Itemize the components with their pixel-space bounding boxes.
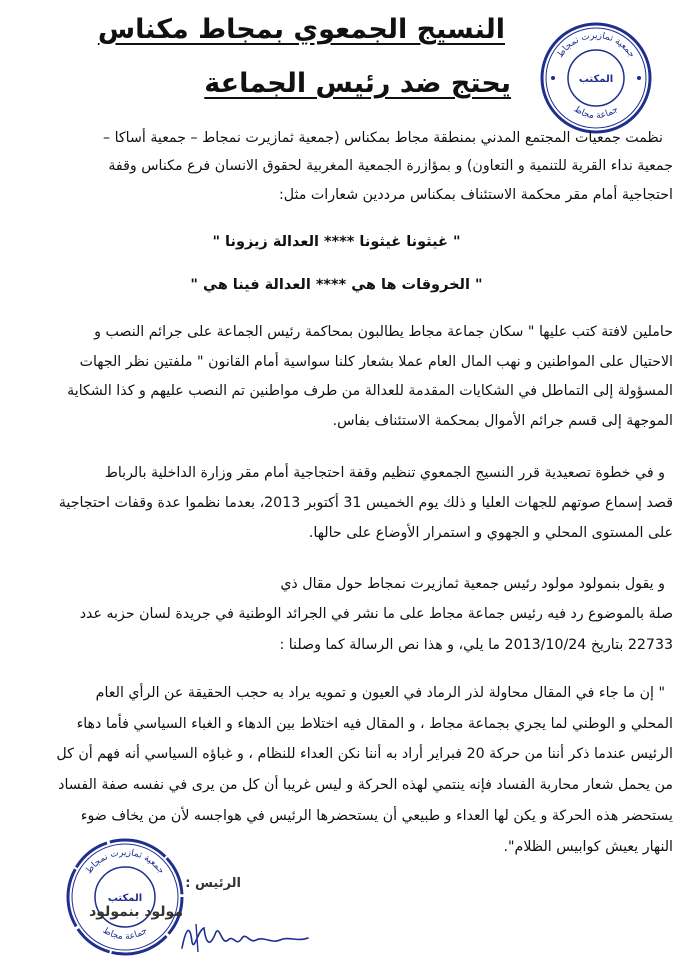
stamp-center-text: المكتب — [578, 74, 614, 85]
body-line: و يقول بنمولود مولود رئيس جمعية ثمازيرت نمجاط حول مقال ذي — [280, 576, 665, 592]
body-line: نظمت جمعيات المجتمع المدني بمنطقة مجاط بمكناس (جمعية ثمازيرت نمجاط – جمعية أساكا – — [102, 130, 663, 146]
svg-text:جماعة مجاط — [572, 104, 620, 121]
body-line: الرئيس عندما ذكر أننا من حركة 20 فبراير أراد به أننا نكن العداء للنظام ، و غباؤه السياسي أنه فهم أن كل — [56, 746, 673, 762]
body-line: قصد إسماع صوتهم للجهات العليا و ذلك يوم الخميس 31 أكتوبر 2013، بعدما نظموا عدة وقفات احتجاجية — [58, 495, 673, 511]
body-line: " إن ما جاء في المقال محاولة لذر الرماد في العيون و تمويه يراد به حجب الحقيقة عن الرأي العام — [95, 685, 665, 701]
svg-text:جمعية ثمازيرت نمجاط — [555, 31, 636, 60]
body-line: الموجهة إلى قسم جرائم الأموال بمحكمة الاستئناف بفاس. — [332, 413, 673, 429]
body-line: يستحضر هذه الحركة و يكن لها العداء و طبيعي أن يستحضرها الرئيس في هواجسه لأن من يخاف ضوء — [80, 808, 673, 824]
handwritten-signature — [176, 918, 316, 958]
body-line: على المستوى المحلي و الجهوي و استمرار الأوضاع على حالها. — [308, 525, 673, 541]
body-line: النهار يعيش كوابيس الظلام". — [503, 839, 673, 855]
body-line: من يحمل شعار محاربة الفساد فإنه ينتمي لهذه الحركة و ليس غريبا أن كل من يرى في نفسه صفة الفساد — [58, 777, 673, 793]
signature-name: مولود بنمولود — [89, 904, 183, 920]
slogan: " غيثونا غيثونا **** العدالة زيزونا " — [212, 234, 461, 250]
association-stamp-top — [538, 20, 654, 136]
subheadline: يحتج ضد رئيس الجماعة — [204, 68, 511, 99]
body-line: المسؤولة إلى التماطل في الشكايات المقدمة للعدالة من طرف مواطنين تم النصب عليهم و كذا الشكاية — [67, 383, 673, 399]
body-line: الاحتيال على المواطنين و نهب المال العام عملا بشعار كلنا سواسية أمام القانون " ملفتين نظر الجهات — [79, 354, 673, 370]
stamp-bottom-arc-text: جماعة مجاط — [100, 925, 150, 943]
stamp-bottom-arc-text: جماعة مجاط — [571, 104, 621, 122]
body-line: حاملين لافتة كتب عليها " سكان جماعة مجاط يطالبون بمحاكمة رئيس الجماعة على جرائم النصب و — [94, 324, 673, 340]
svg-text:جماعة مجاط — [101, 926, 149, 942]
stamp-top-arc-text: جمعية ثمازيرت نمجاط — [555, 30, 637, 60]
body-line: احتجاجية أمام مقر محكمة الاستئناف بمكناس مرددين شعارات مثل: — [279, 187, 673, 203]
body-line: المحلي و الوطني لما يجري بجماعة مجاط ، و المقال فيه اختلاط بين الدهاء و الغباء السياسي فأما دهاء — [76, 716, 673, 732]
body-line: و في خطوة تصعيدية قرر النسيج الجمعوي تنظيم وقفة احتجاجية أمام مقر وزارة الداخلية بالرباط — [104, 465, 665, 481]
headline: النسيج الجمعوي بمجاط مكناس — [97, 14, 505, 45]
stamp-center-text: المكتب — [107, 893, 143, 904]
body-line: 22733 بتاريخ 2013/10/24 ما يلي، و هذا نص الرسالة كما وصلنا : — [279, 637, 673, 653]
body-line: جمعية نداء القرية للتنمية و التعاون) و بمؤازرة الجمعية المغربية لحقوق الانسان فرع مكناس وقفة — [108, 158, 673, 174]
association-stamp-bottom — [64, 836, 186, 958]
signature-label: الرئيس : — [185, 876, 241, 891]
stamp-top-arc-text: جمعية ثمازيرت نمجاط — [84, 847, 167, 877]
body-line: صلة بالموضوع رد فيه رئيس جماعة مجاط على ما نشر في الجرائد الوطنية في جريدة لسان حزبه عدد — [79, 606, 673, 622]
slogan: " الخروقات ها هي **** العدالة فينا هي " — [190, 277, 483, 293]
